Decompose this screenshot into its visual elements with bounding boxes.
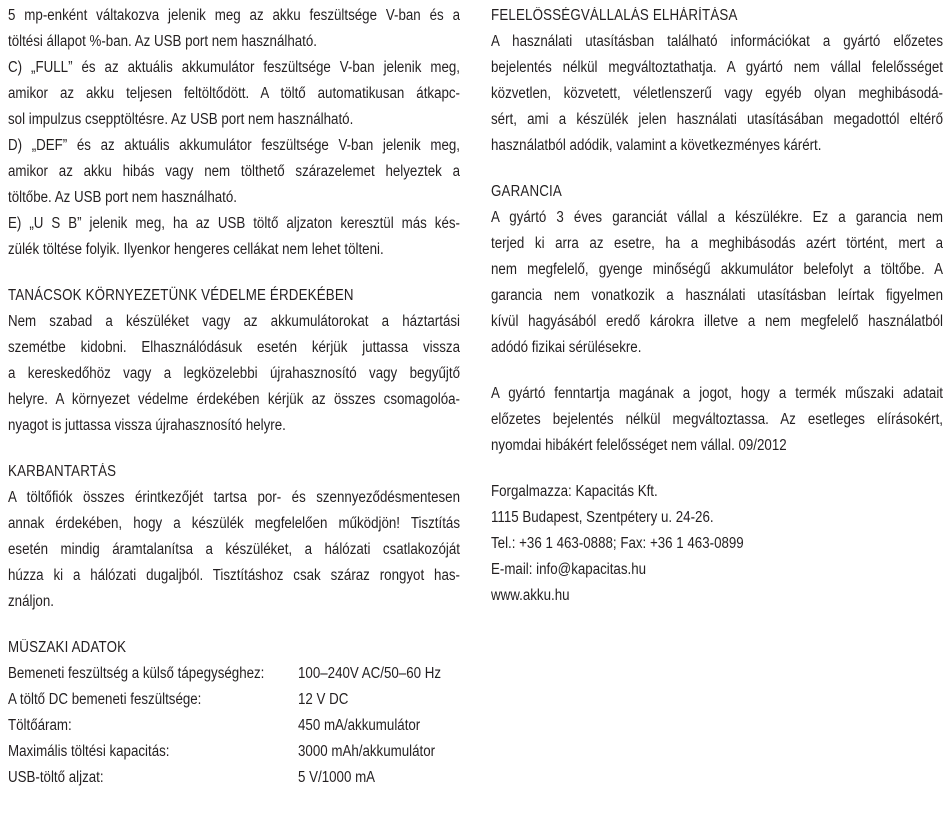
- text-line: kívül hagyásából eredő károkra illetve a nem megfelelő használatból: [491, 313, 943, 330]
- text-line: adódó fizikai sérülésekre.: [491, 339, 642, 356]
- text-line: amikor az akku hibás vagy nem tölthető szárazelemet helyeztek a: [8, 163, 460, 180]
- text-line: töltőbe. Az USB port nem használható.: [8, 189, 237, 206]
- text-line: garancia nem vonatkozik a használati utasításban leírtak figyelmen: [491, 287, 943, 304]
- text-line: D) „DEF” és az aktuális akkumulátor feszültsége V-ban jelenik meg,: [8, 137, 460, 154]
- right-column: [491, 3, 943, 609]
- section-heading: GARANCIA: [491, 183, 563, 200]
- text-line: nyomdai hibákért felelősséget nem vállal. 09/2012: [491, 437, 787, 454]
- spec-value: 100–240V AC/50–60 Hz: [298, 665, 442, 682]
- text-line: helyre. A környezet védelme érdekében kérjük az összes csomagolóa-: [8, 391, 460, 408]
- spec-value: 450 mA/akkumulátor: [298, 717, 421, 734]
- text-line: annak érdekében, hogy a készülék megfelelően működjön! Tisztítás: [8, 515, 460, 532]
- text-line: 5 mp-enként váltakozva jelenik meg az akku feszültsége V-ban és a: [8, 7, 460, 24]
- text-line: E) „U S B” jelenik meg, ha az USB töltő aljzaton keresztül más kés-: [8, 215, 460, 232]
- text-line: sol impulzus csepptöltésre. Az USB port nem használható.: [8, 111, 354, 128]
- spec-value: 3000 mAh/akkumulátor: [298, 743, 436, 760]
- text-line: szemétbe kidobni. Elhasználódásuk esetén kérjük juttassa vissza: [8, 339, 460, 356]
- spec-row: [8, 765, 460, 791]
- text-line: amikor az akku teljesen feltöltődött. A töltő automatikusan átkapc-: [8, 85, 460, 102]
- spec-row: [8, 687, 460, 713]
- environment-section: [8, 283, 460, 439]
- spec-label: A töltő DC bemeneti feszültsége:: [8, 691, 202, 708]
- text-line: közvetlen, közvetett, véletlenszerű vagy egyéb olyan meghibásodá-: [491, 85, 943, 102]
- section-heading: FELELŐSSÉGVÁLLALÁS ELHÁRÍTÁSA: [491, 7, 738, 24]
- section-heading: TANÁCSOK KÖRNYEZETÜNK VÉDELME ÉRDEKÉBEN: [8, 287, 354, 304]
- text-line: ználjon.: [8, 593, 54, 610]
- address: 1115 Budapest, Szentpétery u. 24-26.: [491, 509, 714, 526]
- text-line: A töltőfiók összes érintkezőjét tartsa por- és szennyeződésmentesen: [8, 489, 460, 506]
- rights-section: [491, 381, 943, 459]
- text-line: a kereskedőhöz vagy a legközelebbi újrahasznosító vagy begyűjtő: [8, 365, 460, 382]
- text-line: terjed ki arra az esetre, ha a meghibásodás azért történt, mert a: [491, 235, 943, 252]
- left-column: [8, 3, 460, 791]
- email: E-mail: info@kapacitas.hu: [491, 561, 647, 578]
- text-line: húzza ki a hálózati dugaljból. Tisztításhoz csak száraz rongyot has-: [8, 567, 460, 584]
- warranty-section: [491, 179, 943, 361]
- spec-row: [8, 713, 460, 739]
- text-line: A használati utasításban található információkat a gyártó előzetes: [491, 33, 943, 50]
- phone-fax: Tel.: +36 1 463-0888; Fax: +36 1 463-0899: [491, 535, 744, 552]
- specs-section: [8, 635, 460, 791]
- spec-row: [8, 661, 460, 687]
- text-line: esetén mindig áramtalanítsa a készüléket, a hálózati csatlakozóját: [8, 541, 460, 558]
- text-line: sért, ami a készülék jelen használati utasításában megadottól eltérő: [491, 111, 943, 128]
- text-line: zülék töltése folyik. Ilyenkor hengeres cellákat nem lehet tölteni.: [8, 241, 384, 258]
- spec-label: Bemeneti feszültség a külső tápegységhez:: [8, 665, 265, 682]
- text-line: bejelentés nélkül megváltoztathatja. A gyártó nem vállal felelősséget: [491, 59, 943, 76]
- disclaimer-section: [491, 3, 943, 159]
- spec-label: Maximális töltési kapacitás:: [8, 743, 170, 760]
- spec-label: Töltőáram:: [8, 717, 72, 734]
- text-line: töltési állapot %-ban. Az USB port nem használható.: [8, 33, 317, 50]
- charging-states-text: [8, 3, 460, 263]
- text-line: nem megfelelő, gyenge minőségű akkumulátor belefolyt a töltőbe. A: [491, 261, 943, 278]
- section-heading: KARBANTARTÁS: [8, 463, 117, 480]
- spec-row: [8, 739, 460, 765]
- spec-value: 5 V/1000 mA: [298, 769, 376, 786]
- text-line: Nem szabad a készüléket vagy az akkumulátorokat a háztartási: [8, 313, 460, 330]
- text-line: C) „FULL” és az aktuális akkumulátor feszültsége V-ban jelenik meg,: [8, 59, 460, 76]
- maintenance-section: [8, 459, 460, 615]
- contact-section: [491, 479, 943, 609]
- section-heading: MŰSZAKI ADATOK: [8, 639, 127, 656]
- text-line: nyagot is juttassa vissza újrahasznosító helyre.: [8, 417, 286, 434]
- text-line: előzetes bejelentés nélkül megváltoztassa. Az esetleges elírásokért,: [491, 411, 943, 428]
- spec-value: 12 V DC: [298, 691, 349, 708]
- text-line: A gyártó 3 éves garanciát vállal a készülékre. Ez a garancia nem: [491, 209, 943, 226]
- website: www.akku.hu: [491, 587, 570, 604]
- distributor-name: Forgalmazza: Kapacitás Kft.: [491, 483, 658, 500]
- spec-label: USB-töltő aljzat:: [8, 769, 104, 786]
- text-line: használatból adódik, valamint a következményes kárért.: [491, 137, 822, 154]
- text-line: A gyártó fenntartja magának a jogot, hogy a termék műszaki adatait: [491, 385, 943, 402]
